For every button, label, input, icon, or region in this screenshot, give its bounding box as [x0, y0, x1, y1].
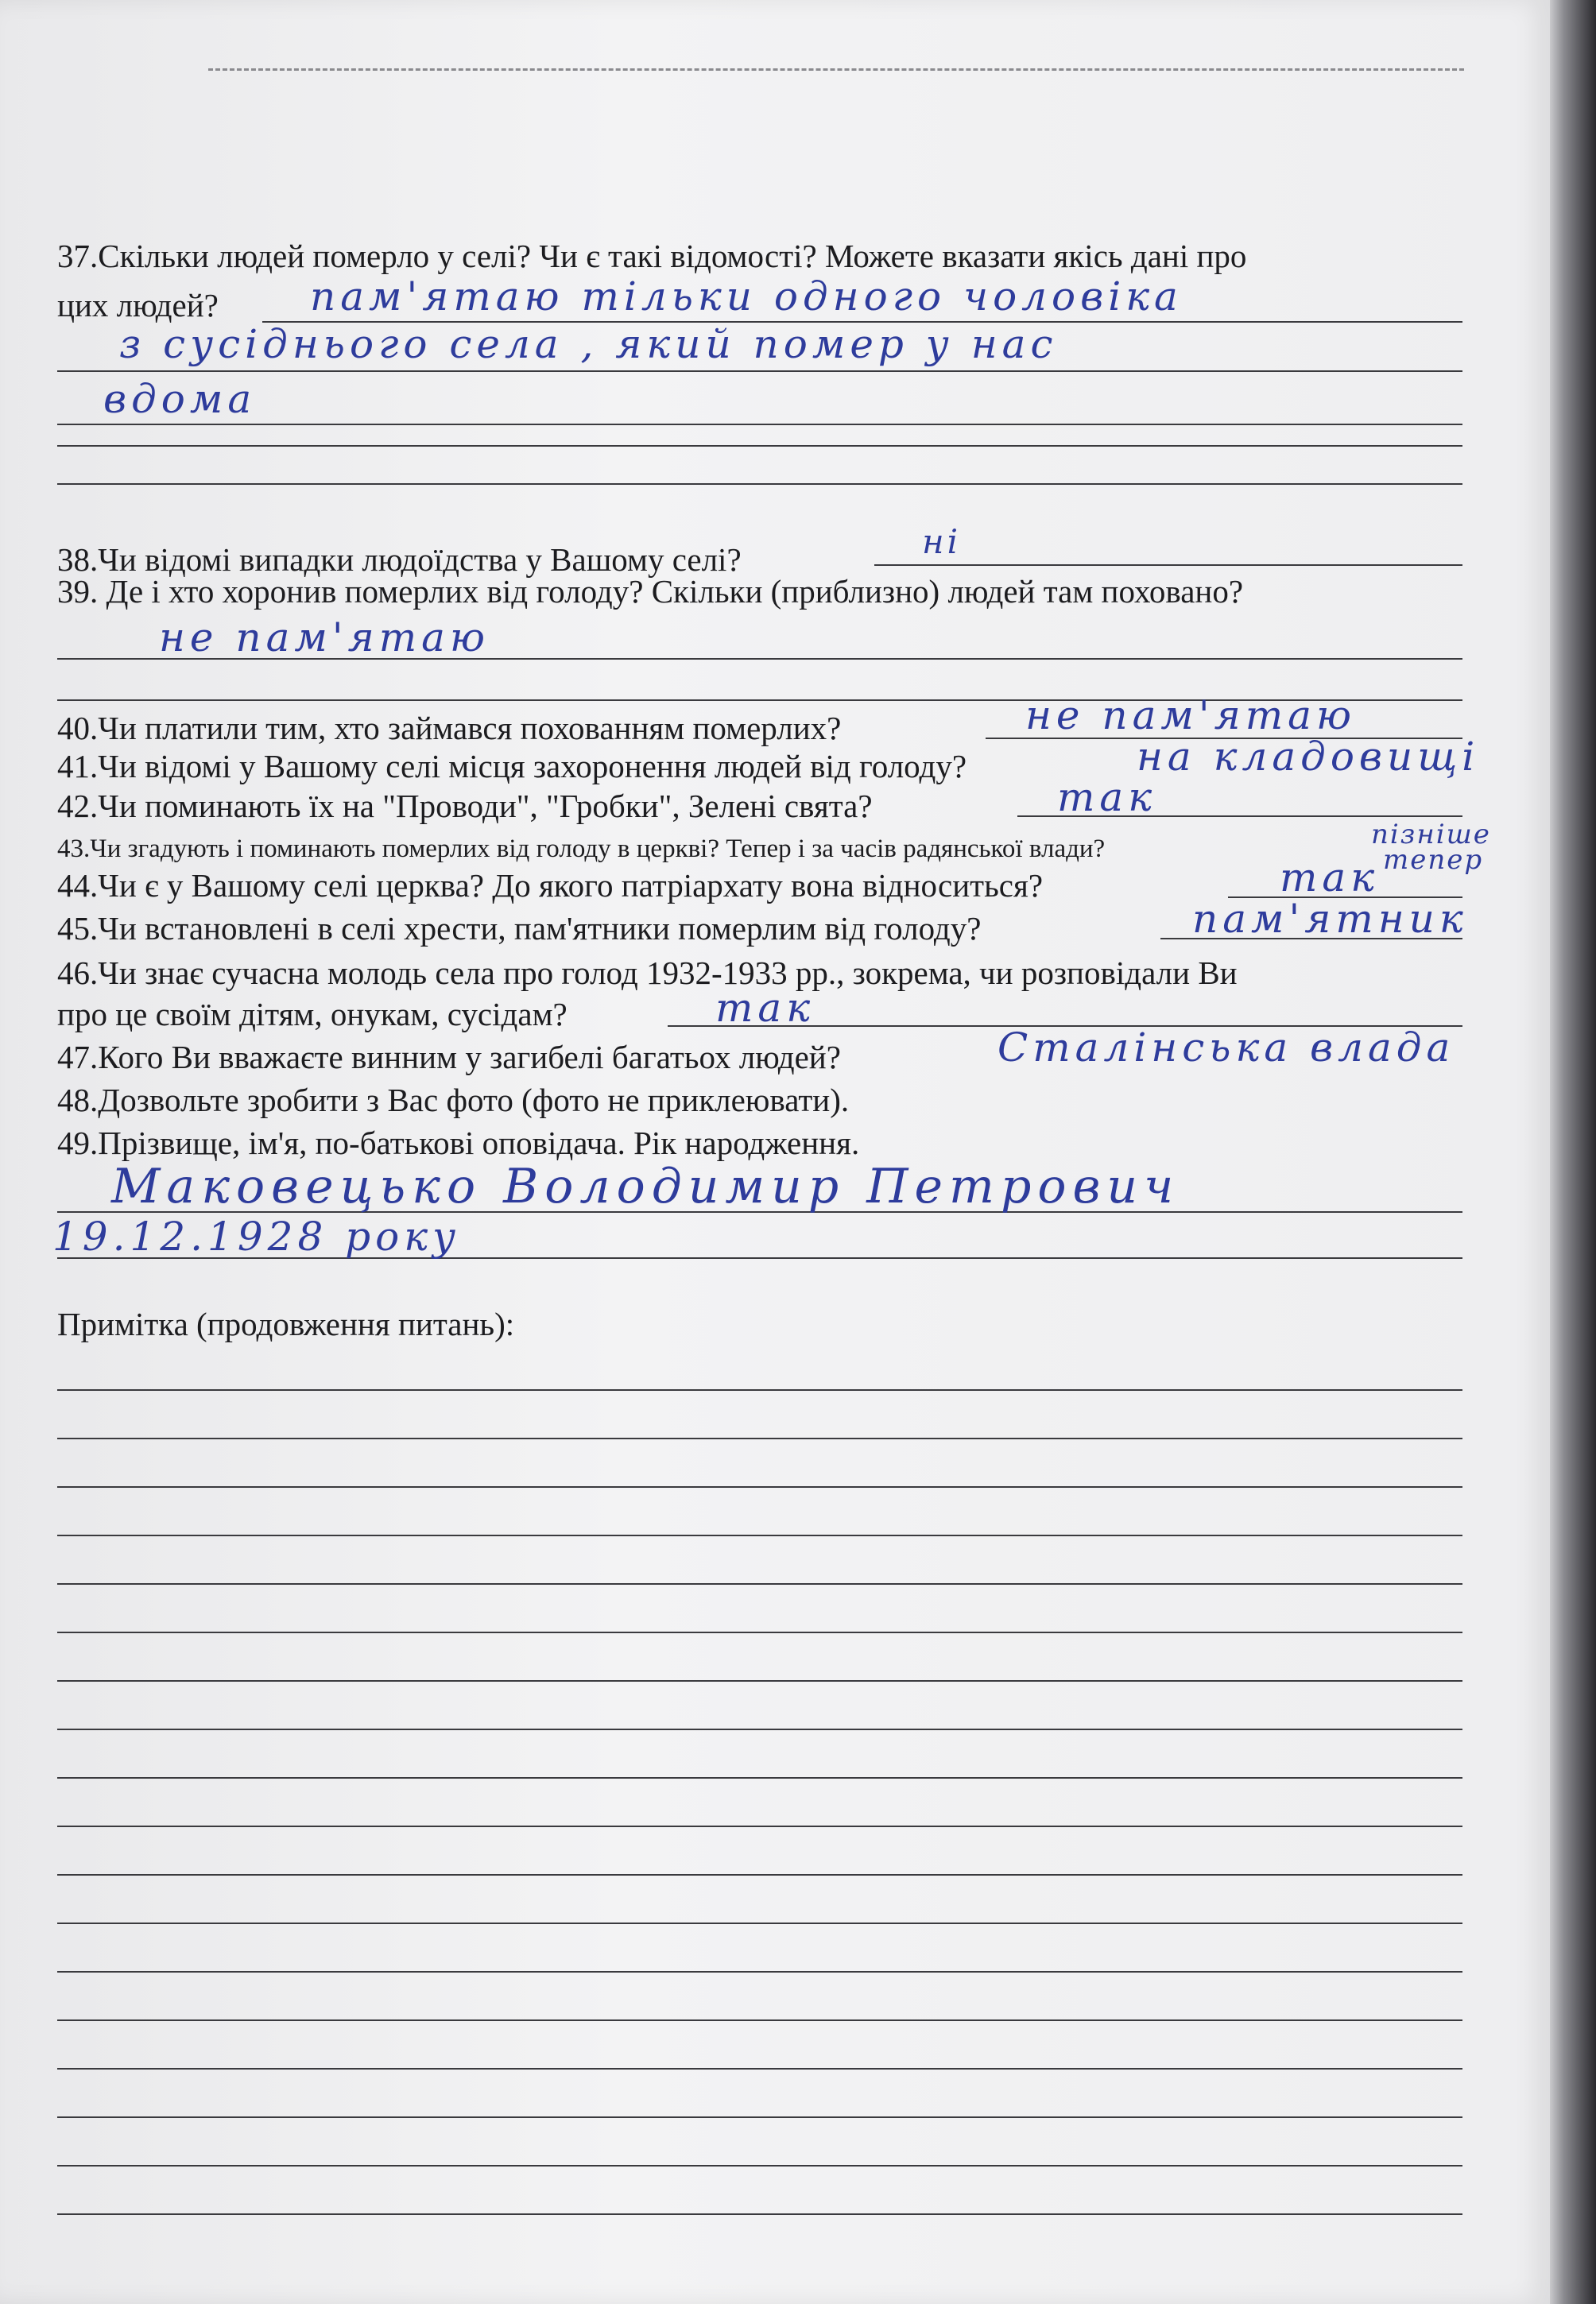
question-47: 47.Кого Ви вважаєте винним у загибелі багатьох людей?: [57, 1039, 841, 1075]
question-49: 49.Прізвище, ім'я, по-батькові оповідача. Рік народження.: [57, 1125, 860, 1161]
note-ruled-line: [57, 1777, 1462, 1779]
question-43: 43.Чи згадують і поминають померлих від голоду в церкві? Тепер і за часів радянської влади?: [57, 834, 1106, 863]
answer-line: [57, 483, 1462, 485]
note-ruled-line: [57, 1438, 1462, 1439]
answer-41: на кладовищі: [1137, 734, 1480, 780]
question-38: 38.Чи відомі випадки людоїдства у Вашому селі?: [57, 541, 742, 578]
question-37-line-1: 37.Скільки людей померло у селі? Чи є такі відомості? Можете вказати якісь дані про: [57, 238, 1247, 274]
answer-line: [57, 424, 1462, 425]
top-dashed-rule: [208, 68, 1464, 71]
note-ruled-line: [57, 1923, 1462, 1924]
note-ruled-line: [57, 2068, 1462, 2070]
note-ruled-line: [57, 2165, 1462, 2167]
answer-49-line-1: Маковецько Володимир Петрович: [111, 1159, 1180, 1214]
question-41: 41.Чи відомі у Вашому селі місця захоронення людей від голоду?: [57, 748, 967, 784]
note-ruled-line: [57, 1632, 1462, 1633]
answer-40: не пам'ятаю: [1025, 692, 1356, 738]
question-37-line-2: цих людей?: [57, 287, 219, 323]
answer-line: [874, 564, 1462, 566]
note-ruled-line: [57, 2116, 1462, 2118]
answer-46: так: [715, 985, 815, 1031]
question-39: 39. Де і хто хоронив померлих від голоду? Скільки (приблизно) людей там поховано?: [57, 573, 1244, 610]
answer-37-line-1: пам'ятаю тільки одного чоловіка: [310, 273, 1183, 319]
question-40: 40.Чи платили тим, хто займався похованням померлих?: [57, 710, 842, 746]
note-ruled-line: [57, 1583, 1462, 1585]
note-ruled-line: [57, 1486, 1462, 1488]
answer-42: так: [1057, 774, 1157, 820]
question-46-line-2: про це своїм дітям, онукам, сусідам?: [57, 996, 568, 1032]
note-ruled-line: [57, 2213, 1462, 2215]
question-46-line-1: 46.Чи знає сучасна молодь села про голод 1932-1933 рр., зокрема, чи розповідали Ви: [57, 955, 1238, 991]
answer-44: так: [1280, 854, 1380, 900]
question-42: 42.Чи поминають їх на "Проводи", "Гробки", Зелені свята?: [57, 788, 873, 824]
answer-49-line-2: 19.12.1928 року: [52, 1214, 461, 1260]
note-ruled-line: [57, 1680, 1462, 1682]
answer-38: ні: [922, 522, 962, 561]
answer-37-line-3: вдома: [103, 376, 257, 422]
question-48: 48.Дозвольте зробити з Вас фото (фото не приклеювати).: [57, 1082, 850, 1118]
question-44: 44.Чи є у Вашому селі церква? До якого патріархату вона відноситься?: [57, 867, 1044, 904]
note-ruled-line: [57, 1971, 1462, 1973]
answer-45: пам'ятник: [1192, 896, 1468, 942]
answer-line: [57, 370, 1462, 372]
answer-43-line-2: тепер: [1383, 844, 1484, 876]
note-ruled-line: [57, 1826, 1462, 1827]
note-ruled-line: [57, 1389, 1462, 1391]
page-edge-shadow: [1550, 0, 1596, 2304]
question-45: 45.Чи встановлені в селі хрести, пам'ятники померлим від голоду?: [57, 910, 982, 947]
answer-line: [57, 445, 1462, 447]
note-ruled-line: [57, 1535, 1462, 1536]
note-ruled-line: [57, 2019, 1462, 2021]
answer-37-line-2: з сусіднього села , який помер у нас: [119, 321, 1058, 367]
answer-47: Сталінська влада: [998, 1024, 1455, 1071]
answer-43-line-1: пізніше: [1371, 819, 1491, 850]
note-ruled-line: [57, 1874, 1462, 1876]
note-label: Примітка (продовження питань):: [57, 1306, 515, 1342]
note-ruled-line: [57, 1729, 1462, 1730]
answer-39: не пам'ятаю: [159, 614, 490, 660]
